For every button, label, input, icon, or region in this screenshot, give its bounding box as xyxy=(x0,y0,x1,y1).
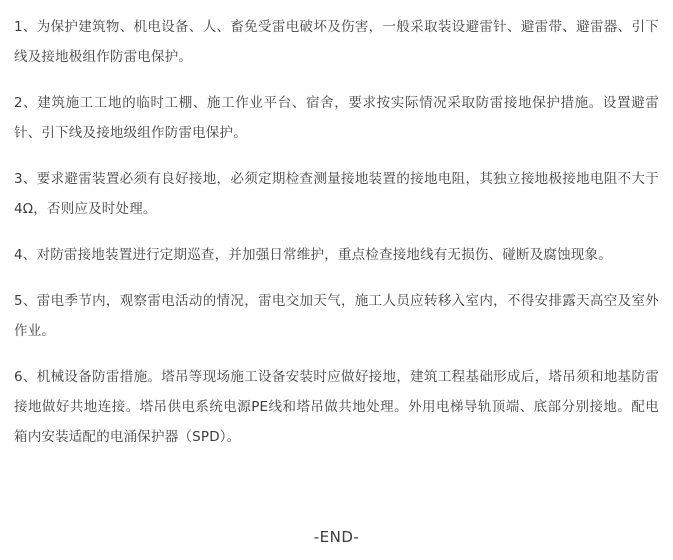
paragraph-4: 4、对防雷接地装置进行定期巡查，并加强日常维护，重点检查接地线有无损伤、碰断及腐蚀现象。 xyxy=(14,247,612,263)
paragraph-2: 2、建筑施工工地的临时工棚、施工作业平台、宿舍，要求按实际情况采取防雷接地保护措施。设置避雷针、引下线及接地级组作防雷电保护。 xyxy=(14,95,659,141)
end-marker: -END- xyxy=(313,528,360,546)
paragraph-6: 6、机械设备防雷措施。塔吊等现场施工设备安装时应做好接地，建筑工程基础形成后，塔吊须和地基防雷接地做好共地连接。塔吊供电系统电源PE线和塔吊做共地处理。外用电梯导轨顶端、底部分别接地。配电箱内安装适配的电涌保护器（SPD）。 xyxy=(14,369,659,445)
paragraph-1: 1、为保护建筑物、机电设备、人、畜免受雷电破坏及伤害，一般采取装设避雷针、避雷带、避雷器、引下线及接地极组作防雷电保护。 xyxy=(14,19,659,65)
paragraph-5: 5、雷电季节内，观察雷电活动的情况，雷电交加天气，施工人员应转移入室内，不得安排露天高空及室外作业。 xyxy=(14,293,659,339)
paragraph-3: 3、要求避雷装置必须有良好接地，必须定期检查测量接地装置的接地电阻，其独立接地极接地电阻不大于4Ω，否则应及时处理。 xyxy=(14,171,659,217)
